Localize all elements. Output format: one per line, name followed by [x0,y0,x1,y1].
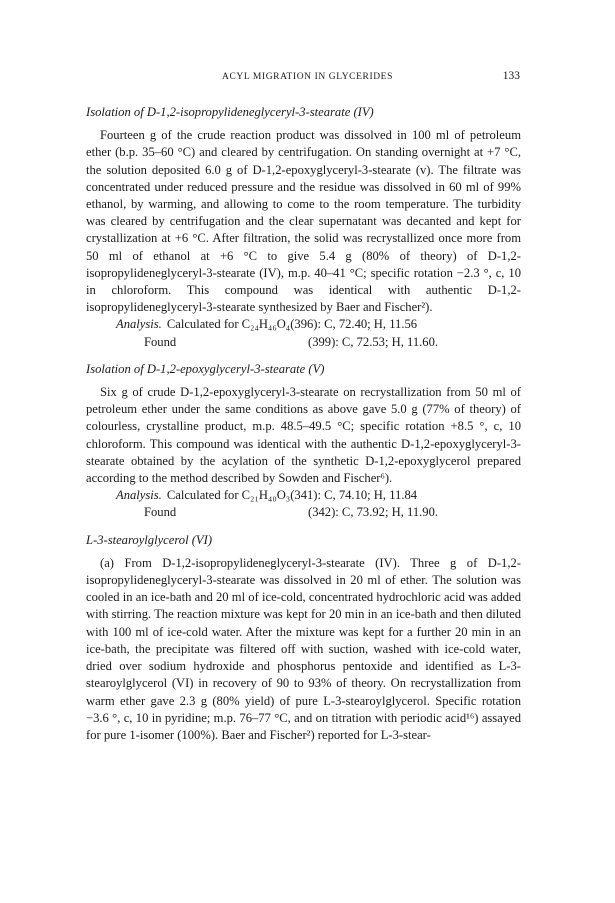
analysis-block [86,487,521,521]
analysis-found-row [86,504,521,521]
analysis-calculated-row [86,316,521,333]
analysis-calculated: Calculated for C₂₄H₄₆O₄(396): C, 72.40; H, 11.56 [166,317,418,332]
analysis-label: Analysis. [116,317,162,332]
page-header [0,70,615,86]
analysis-found: (342): C, 73.92; H, 11.90. [308,505,439,520]
section-heading: Isolation of D-1,2-epoxyglyceryl-3-stearate (V) [86,361,325,376]
running-title: ACYL MIGRATION IN GLYCERIDES [222,72,393,82]
analysis-found: (399): C, 72.53; H, 11.60. [308,334,439,349]
paragraph: Six g of crude D-1,2-epoxyglyceryl-3-stearate on recrystallization from 50 ml of petroleum ether under the same conditions as above gave 5.0 g (77% of theory) of colourless, crystalline product, m.p. 48.5–49.5 °C; specific rotation +8.5 °, c, 10 chloroform. This compound was identical with the authentic D-1,2-epoxyglyceryl-3-stearate obtained by the acylation of the synthetic D-1,2-epoxyglycerol prepared according to the method described by Sowden and Fischer⁶). [86,385,521,486]
analysis-calculated-row [86,487,521,504]
analysis-label: Analysis. [116,488,162,503]
body-text [86,104,521,744]
analysis-found-row [86,334,521,351]
paragraph: (a) From D-1,2-isopropylideneglyceryl-3-stearate (IV). Three g of D-1,2-isopropylideneglyceryl-3-stearate was dissolved in 20 ml of ether. The solution was cooled in an ice-bath and 20 ml of ice-cold, concentrated hydrochloric acid was added with stirring. The reaction mixture was kept for 20 min in an ice-bath and then diluted with 100 ml of ice-cold water. After the mixture was kept for a further 20 min in an ice-bath, the precipitate was filtered off with suction, washed with ice-cold water, dried over sodium hydroxide and phosphorus pentoxide and identified as L-3-stearoylglycerol (VI) in recovery of 90 to 93% of theory. On recrystallization from warm ether gave 2.3 g (80% yield) of pure L-3-stearoylglycerol. Specific rotation −3.6 °, c, 10 in pyridine; m.p. 76–77 °C, and on titration with periodic acid¹⁶) assayed for pure 1-isomer (100%). Baer and Fischer²) reported for L-3-stear- [86,555,521,742]
analysis-found-label: Found [144,505,177,520]
analysis-block [86,316,521,350]
analysis-calculated: Calculated for C₂₁H₄₀O₃(341): C, 74.10; H, 11.84 [166,488,418,503]
paragraph: Fourteen g of the crude reaction product was dissolved in 100 ml of petroleum ether (b.p. 35–60 °C) and cleared by centrifugation. On standing overnight at +7 °C, the solution deposited 6.0 g of D-1,2-epoxyglyceryl-3-stearate (v). The filtrate was concentrated under reduced pressure and the residue was dissolved in 60 ml of 99% ethanol, by warming, and allowing to come to the room temperature. The turbidity was cleared by centrifugation and the clear supernatant was decanted and kept for crystallization at +6 °C. After filtration, the solid was recrystallized once more from 50 ml of ethanol at +6 °C to give 5.4 g (80% of theory) of D-1,2-isopropylideneglyceryl-3-stearate (IV), m.p. 40–41 °C; specific rotation −2.3 °, c, 10 in chloroform. This compound was identical with authentic D-1,2-isopropylideneglyceryl-3-stearate synthesized by Baer and Fischer²). [86,128,521,315]
section-heading: Isolation of D-1,2-isopropylideneglyceryl-3-stearate (IV) [86,105,374,119]
analysis-found-label: Found [144,334,177,349]
page-number: 133 [502,70,520,82]
section-heading: L-3-stearoylglycerol (VI) [86,532,213,547]
